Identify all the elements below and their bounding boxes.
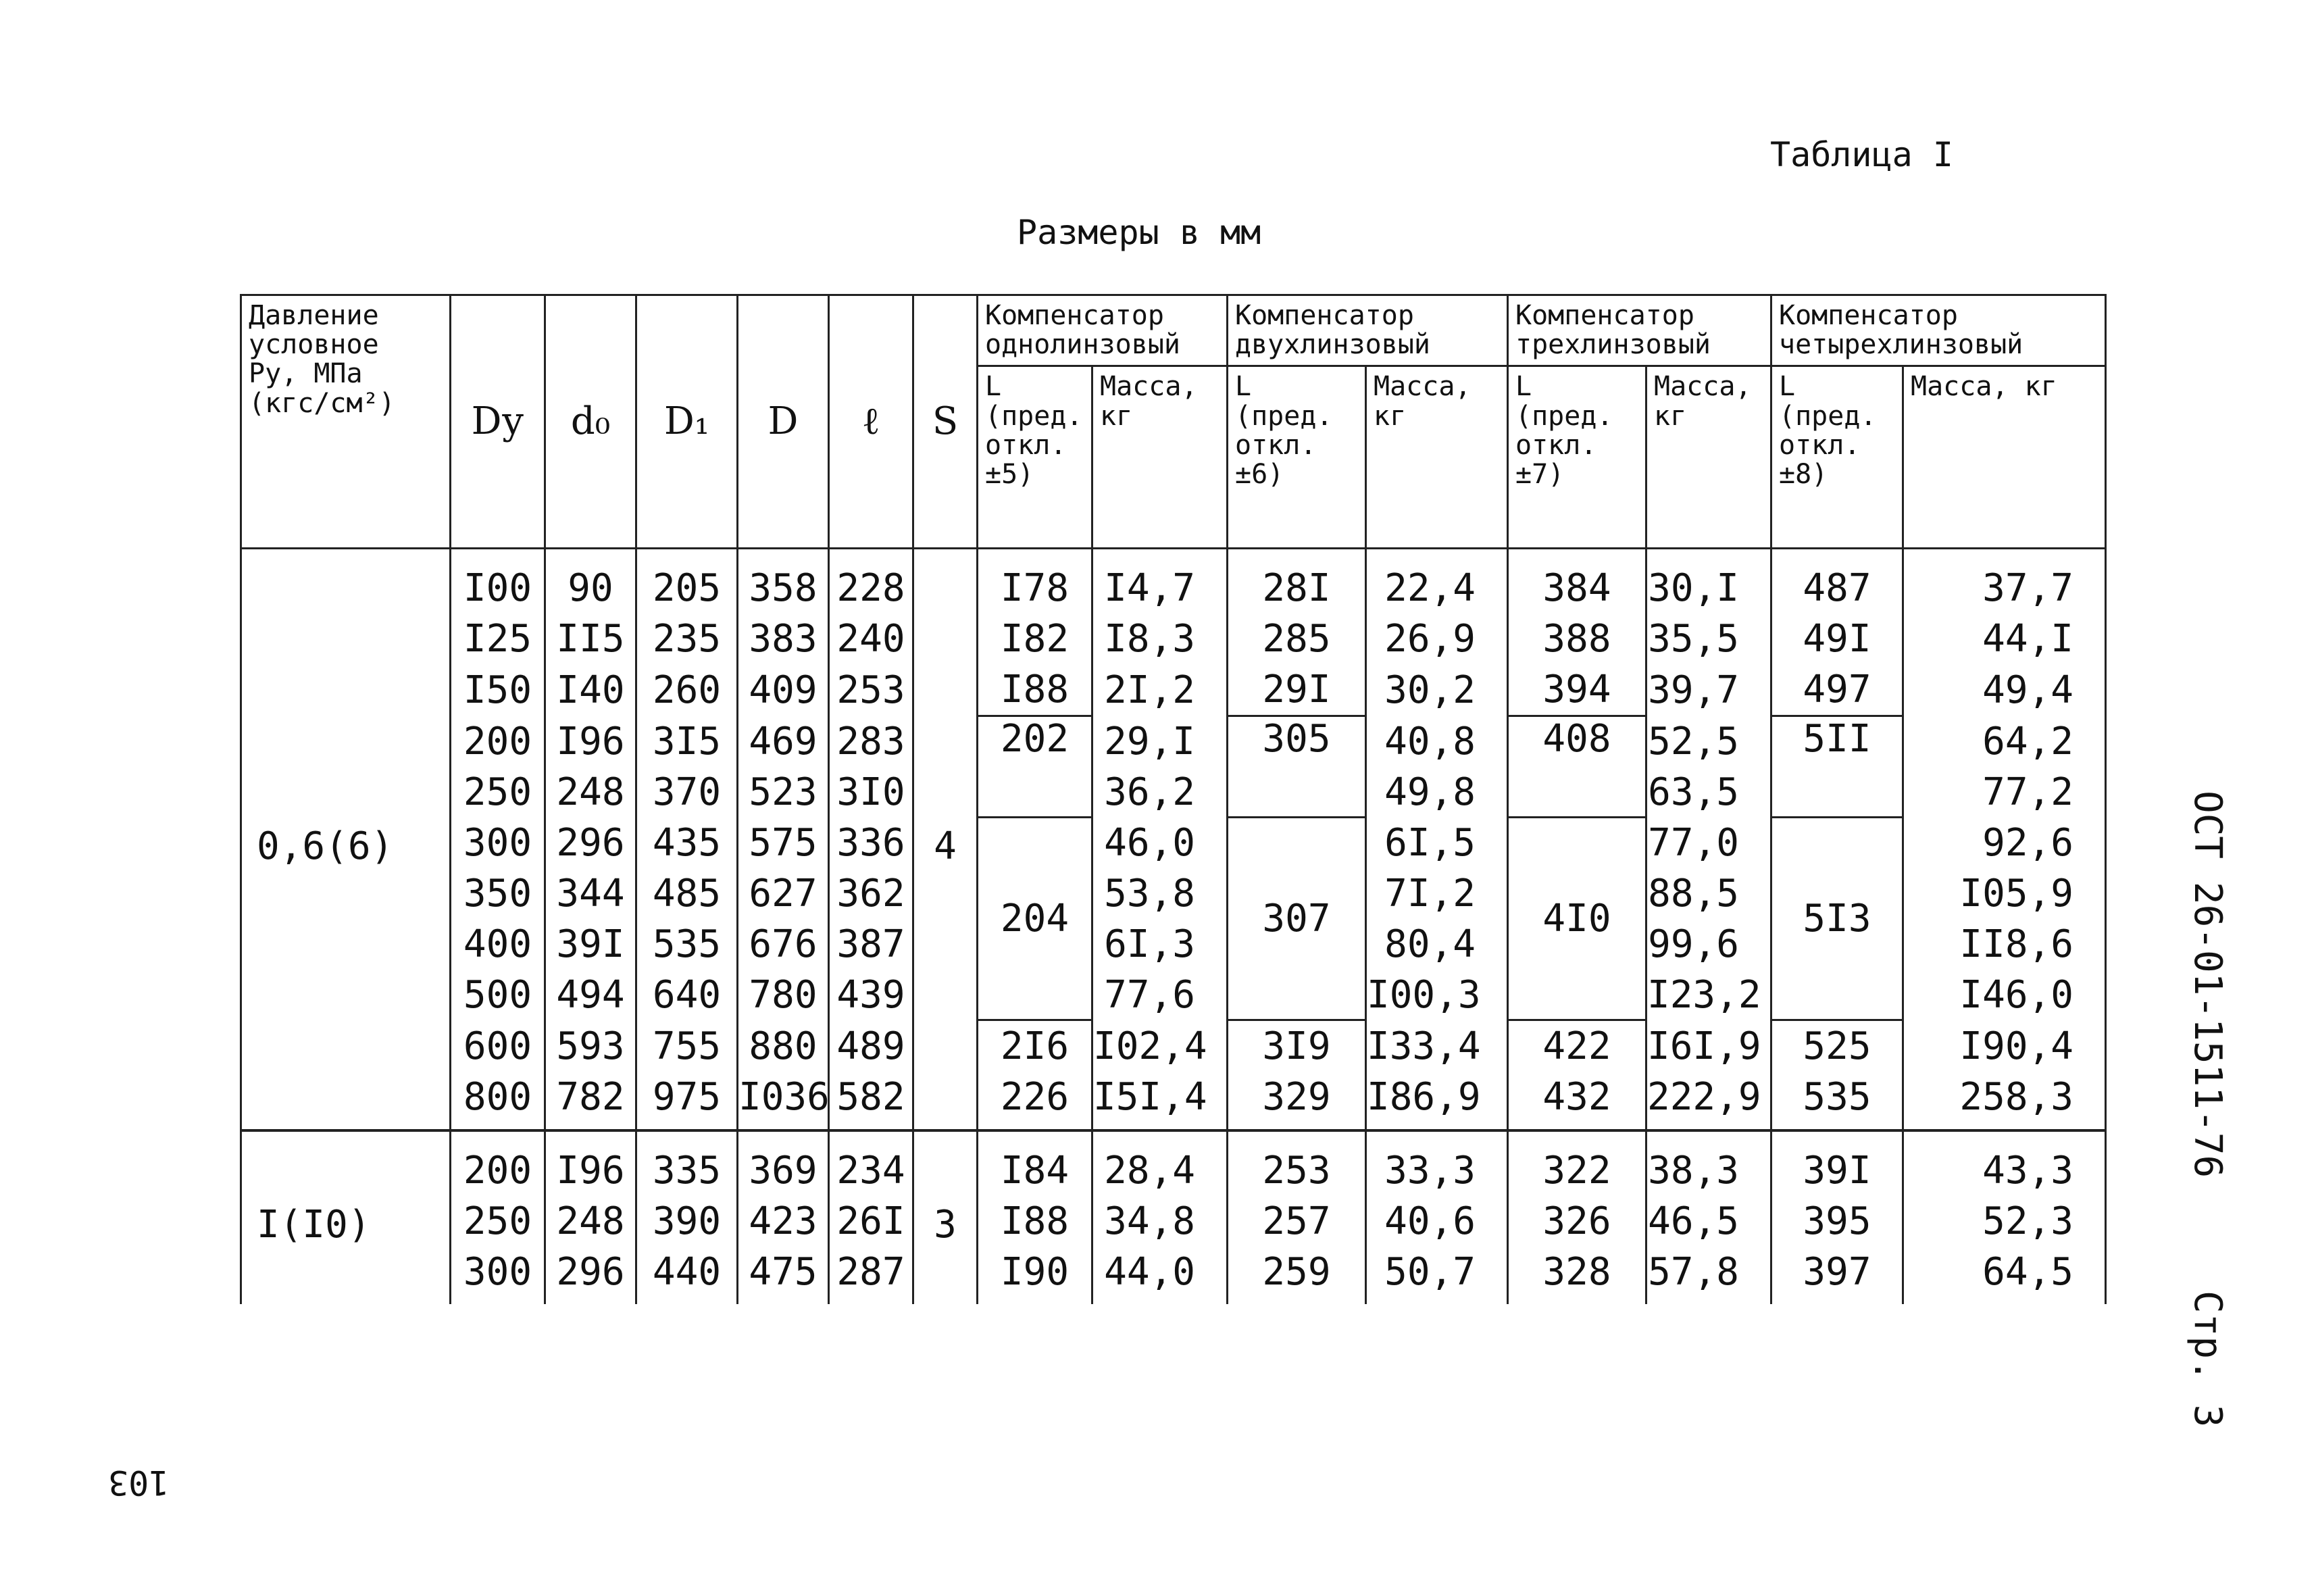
cell-L1: I88 <box>978 1196 1092 1247</box>
cell-L1: 204 <box>978 818 1092 1020</box>
cell-do: 296 <box>545 818 636 868</box>
cell-dy: 800 <box>451 1072 545 1130</box>
cell-L2: 3I9 <box>1228 1020 1366 1072</box>
group-1 <box>241 549 2106 1131</box>
cell-mass-3: 35,5 <box>1646 614 1771 664</box>
cell-mass-3: 38,3 <box>1646 1130 1771 1196</box>
cell-do: I96 <box>545 716 636 767</box>
cell-mass-2: 33,3 <box>1366 1130 1508 1196</box>
cell-mass-3: 46,5 <box>1646 1196 1771 1247</box>
cell-mass-4: 37,7 <box>1903 549 2106 614</box>
cell-L1: I78 <box>978 549 1092 614</box>
cell-L1: I82 <box>978 614 1092 664</box>
cell-l: 3I0 <box>829 767 913 818</box>
cell-mass-1: 46,0 <box>1092 818 1228 868</box>
cell-mass-1: 29,I <box>1092 716 1228 767</box>
cell-d: 780 <box>738 970 829 1020</box>
cell-mass-1: 44,0 <box>1092 1247 1228 1304</box>
table-row <box>241 664 2106 716</box>
cell-dy: I25 <box>451 614 545 664</box>
cell-do: II5 <box>545 614 636 664</box>
cell-L4: 5II <box>1771 716 1903 818</box>
cell-d1: 485 <box>636 868 738 919</box>
cell-do: 90 <box>545 549 636 614</box>
cell-l: 362 <box>829 868 913 919</box>
cell-mass-4: I46,0 <box>1903 970 2106 1020</box>
cell-mass-4: 77,2 <box>1903 767 2106 818</box>
cell-mass-3: 63,5 <box>1646 767 1771 818</box>
table-row <box>241 549 2106 614</box>
cell-d1: 235 <box>636 614 738 664</box>
cell-L2: 29I <box>1228 664 1366 716</box>
cell-d1: 260 <box>636 664 738 716</box>
cell-L3: 422 <box>1508 1020 1646 1072</box>
header-d: D <box>738 295 829 549</box>
cell-do: 782 <box>545 1072 636 1130</box>
cell-mass-2: 40,8 <box>1366 716 1508 767</box>
cell-dy: 200 <box>451 716 545 767</box>
cell-mass-4: 52,3 <box>1903 1196 2106 1247</box>
group-2 <box>241 1130 2106 1304</box>
cell-d: 469 <box>738 716 829 767</box>
cell-L1: I84 <box>978 1130 1092 1196</box>
header-d1: D₁ <box>636 295 738 549</box>
table-row <box>241 1130 2106 1196</box>
cell-mass-1: 77,6 <box>1092 970 1228 1020</box>
cell-L2: 307 <box>1228 818 1366 1020</box>
cell-d1: 3I5 <box>636 716 738 767</box>
cell-L1: 202 <box>978 716 1092 818</box>
cell-mass-2: 80,4 <box>1366 919 1508 970</box>
cell-l: 228 <box>829 549 913 614</box>
cell-mass-3: I23,2 <box>1646 970 1771 1020</box>
cell-mass-1: I02,4 <box>1092 1020 1228 1072</box>
cell-mass-2: 22,4 <box>1366 549 1508 614</box>
table-row <box>241 1072 2106 1130</box>
cell-mass-1: I8,3 <box>1092 614 1228 664</box>
cell-d1: 205 <box>636 549 738 614</box>
cell-L2: 259 <box>1228 1247 1366 1304</box>
cell-d: 880 <box>738 1020 829 1072</box>
cell-L3: 328 <box>1508 1247 1646 1304</box>
cell-d: 409 <box>738 664 829 716</box>
cell-mass-1: 36,2 <box>1092 767 1228 818</box>
cell-mass-2: 40,6 <box>1366 1196 1508 1247</box>
cell-L3: 394 <box>1508 664 1646 716</box>
cell-L3: 4I0 <box>1508 818 1646 1020</box>
cell-l: 26I <box>829 1196 913 1247</box>
document-code: ОСТ 26-01-1511-76 <box>2186 791 2230 1178</box>
cell-mass-2: 6I,5 <box>1366 818 1508 868</box>
cell-do: 248 <box>545 767 636 818</box>
cell-mass-3: 57,8 <box>1646 1247 1771 1304</box>
cell-L4: 497 <box>1771 664 1903 716</box>
cell-L4: 487 <box>1771 549 1903 614</box>
cell-d1: 975 <box>636 1072 738 1130</box>
table-row <box>241 818 2106 868</box>
cell-do: I96 <box>545 1130 636 1196</box>
cell-l: 240 <box>829 614 913 664</box>
header-compensator-4: Компенсатор четырехлинзовый <box>1771 295 2106 366</box>
cell-mass-1: 6I,3 <box>1092 919 1228 970</box>
header-pressure: Давление условное Pу, МПа (кгс/см²) <box>241 295 451 549</box>
cell-l: 253 <box>829 664 913 716</box>
cell-mass-1: 53,8 <box>1092 868 1228 919</box>
cell-mass-4: 49,4 <box>1903 664 2106 716</box>
cell-L3: 384 <box>1508 549 1646 614</box>
cell-mass-4: II8,6 <box>1903 919 2106 970</box>
cell-L4: 39I <box>1771 1130 1903 1196</box>
header-L1: L (пред. откл. ±5) <box>978 366 1092 549</box>
pressure-value: I(I0) <box>241 1130 451 1304</box>
cell-L2: 305 <box>1228 716 1366 818</box>
cell-mass-2: 50,7 <box>1366 1247 1508 1304</box>
cell-L4: 525 <box>1771 1020 1903 1072</box>
pressure-value: 0,6(6) <box>241 549 451 1131</box>
table-label: Таблица I <box>1770 135 1953 174</box>
cell-L3: 432 <box>1508 1072 1646 1130</box>
cell-L3: 326 <box>1508 1196 1646 1247</box>
cell-L2: 28I <box>1228 549 1366 614</box>
table-row <box>241 716 2106 767</box>
cell-mass-2: I00,3 <box>1366 970 1508 1020</box>
cell-L4: 395 <box>1771 1196 1903 1247</box>
header-dy: Dу <box>451 295 545 549</box>
header-s: S <box>913 295 978 549</box>
cell-mass-3: 30,I <box>1646 549 1771 614</box>
cell-mass-1: 28,4 <box>1092 1130 1228 1196</box>
header-l: ℓ <box>829 295 913 549</box>
cell-mass-2: 30,2 <box>1366 664 1508 716</box>
cell-dy: I50 <box>451 664 545 716</box>
header-compensator-3: Компенсатор трехлинзовый <box>1508 295 1771 366</box>
s-value: 3 <box>913 1130 978 1304</box>
cell-mass-4: 44,I <box>1903 614 2106 664</box>
cell-mass-3: 77,0 <box>1646 818 1771 868</box>
cell-mass-2: 7I,2 <box>1366 868 1508 919</box>
units-label: Размеры в мм <box>1017 213 1261 252</box>
cell-dy: 300 <box>451 1247 545 1304</box>
cell-mass-3: 39,7 <box>1646 664 1771 716</box>
cell-mass-4: I05,9 <box>1903 868 2106 919</box>
cell-mass-2: 26,9 <box>1366 614 1508 664</box>
cell-do: I40 <box>545 664 636 716</box>
cell-L2: 257 <box>1228 1196 1366 1247</box>
cell-d: 369 <box>738 1130 829 1196</box>
cell-d: I036 <box>738 1072 829 1130</box>
cell-do: 296 <box>545 1247 636 1304</box>
cell-mass-1: I5I,4 <box>1092 1072 1228 1130</box>
cell-dy: I00 <box>451 549 545 614</box>
cell-l: 287 <box>829 1247 913 1304</box>
cell-l: 283 <box>829 716 913 767</box>
cell-d1: 535 <box>636 919 738 970</box>
cell-L3: 388 <box>1508 614 1646 664</box>
table-row <box>241 1020 2106 1072</box>
cell-L1: 2I6 <box>978 1020 1092 1072</box>
cell-L2: 285 <box>1228 614 1366 664</box>
cell-mass-4: 43,3 <box>1903 1130 2106 1196</box>
cell-L1: I88 <box>978 664 1092 716</box>
cell-d1: 370 <box>636 767 738 818</box>
cell-L4: 397 <box>1771 1247 1903 1304</box>
cell-mass-4: 92,6 <box>1903 818 2106 868</box>
cell-d: 627 <box>738 868 829 919</box>
cell-mass-4: I90,4 <box>1903 1020 2106 1072</box>
cell-d: 358 <box>738 549 829 614</box>
cell-L4: 49I <box>1771 614 1903 664</box>
cell-dy: 350 <box>451 868 545 919</box>
cell-mass-3: 52,5 <box>1646 716 1771 767</box>
header-mass-1: Масса, кг <box>1092 366 1228 549</box>
header-mass-2: Масса, кг <box>1366 366 1508 549</box>
cell-mass-3: I6I,9 <box>1646 1020 1771 1072</box>
cell-d1: 435 <box>636 818 738 868</box>
cell-d: 383 <box>738 614 829 664</box>
header-L4: L (пред. откл. ±8) <box>1771 366 1903 549</box>
cell-dy: 400 <box>451 919 545 970</box>
cell-mass-2: I86,9 <box>1366 1072 1508 1130</box>
cell-L1: 226 <box>978 1072 1092 1130</box>
cell-d1: 640 <box>636 970 738 1020</box>
cell-l: 439 <box>829 970 913 1020</box>
cell-mass-1: 34,8 <box>1092 1196 1228 1247</box>
cell-dy: 250 <box>451 1196 545 1247</box>
cell-do: 248 <box>545 1196 636 1247</box>
cell-mass-1: I4,7 <box>1092 549 1228 614</box>
header-do: d₀ <box>545 295 636 549</box>
cell-do: 344 <box>545 868 636 919</box>
cell-L2: 253 <box>1228 1130 1366 1196</box>
cell-l: 234 <box>829 1130 913 1196</box>
cell-mass-3: 99,6 <box>1646 919 1771 970</box>
cell-dy: 300 <box>451 818 545 868</box>
cell-l: 582 <box>829 1072 913 1130</box>
header-compensator-2: Компенсатор двухлинзовый <box>1228 295 1508 366</box>
cell-mass-2: I33,4 <box>1366 1020 1508 1072</box>
cell-mass-4: 258,3 <box>1903 1072 2106 1130</box>
header-L2: L (пред. откл. ±6) <box>1228 366 1366 549</box>
s-value: 4 <box>913 549 978 1131</box>
table-row <box>241 1247 2106 1304</box>
header-mass-3: Масса, кг <box>1646 366 1771 549</box>
header-mass-4: Масса, кг <box>1903 366 2106 549</box>
cell-do: 494 <box>545 970 636 1020</box>
page-number: Стр. 3 <box>2186 1291 2230 1428</box>
cell-L2: 329 <box>1228 1072 1366 1130</box>
cell-mass-4: 64,5 <box>1903 1247 2106 1304</box>
cell-L4: 5I3 <box>1771 818 1903 1020</box>
cell-d1: 440 <box>636 1247 738 1304</box>
cell-d1: 755 <box>636 1020 738 1072</box>
cell-dy: 200 <box>451 1130 545 1196</box>
cell-d: 423 <box>738 1196 829 1247</box>
cell-d: 475 <box>738 1247 829 1304</box>
cell-L1: I90 <box>978 1247 1092 1304</box>
cell-L3: 322 <box>1508 1130 1646 1196</box>
cell-d: 523 <box>738 767 829 818</box>
cell-do: 39I <box>545 919 636 970</box>
cell-d1: 390 <box>636 1196 738 1247</box>
cell-l: 336 <box>829 818 913 868</box>
header-compensator-1: Компенсатор однолинзовый <box>978 295 1228 366</box>
cell-l: 387 <box>829 919 913 970</box>
cell-mass-2: 49,8 <box>1366 767 1508 818</box>
cell-dy: 600 <box>451 1020 545 1072</box>
header-L3: L (пред. откл. ±7) <box>1508 366 1646 549</box>
cell-l: 489 <box>829 1020 913 1072</box>
cell-d: 575 <box>738 818 829 868</box>
cell-mass-3: 88,5 <box>1646 868 1771 919</box>
cell-d: 676 <box>738 919 829 970</box>
cell-d1: 335 <box>636 1130 738 1196</box>
cell-mass-1: 2I,2 <box>1092 664 1228 716</box>
table-row <box>241 614 2106 664</box>
cell-do: 593 <box>545 1020 636 1072</box>
cell-dy: 500 <box>451 970 545 1020</box>
cell-L3: 408 <box>1508 716 1646 818</box>
cell-L4: 535 <box>1771 1072 1903 1130</box>
sheet-number: 103 <box>108 1463 170 1502</box>
table-row <box>241 1196 2106 1247</box>
dimensions-table <box>240 294 2107 1304</box>
cell-mass-3: 222,9 <box>1646 1072 1771 1130</box>
cell-dy: 250 <box>451 767 545 818</box>
cell-mass-4: 64,2 <box>1903 716 2106 767</box>
